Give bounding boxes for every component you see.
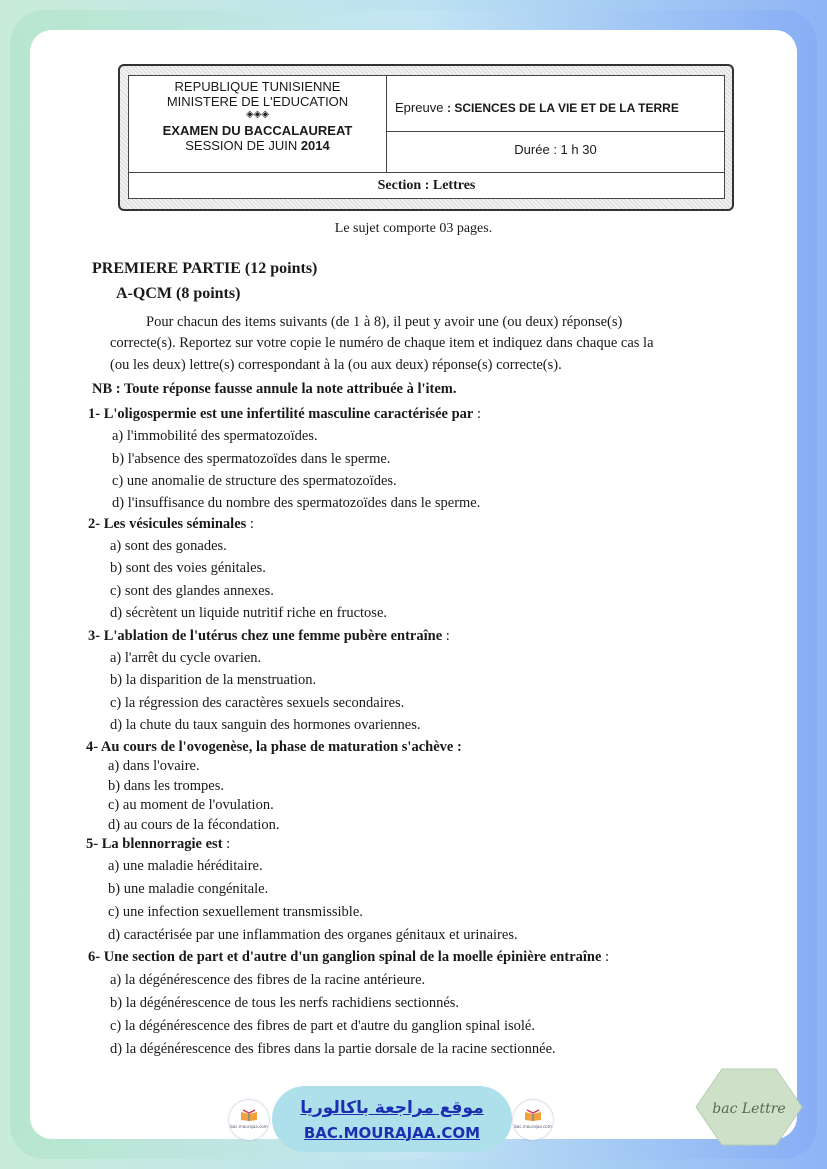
question-colon: :: [473, 406, 482, 422]
part-title: PREMIERE PARTIE (12 points): [92, 260, 318, 277]
question-colon: :: [246, 516, 254, 532]
answer-option: b) l'absence des spermatozoïdes dans le sperme.: [112, 451, 391, 467]
answer-option: b) dans les trompes.: [108, 778, 224, 794]
question-5: [86, 835, 230, 853]
epreuve-label: Epreuve: [395, 100, 444, 115]
answer-option: a) dans l'ovaire.: [108, 758, 200, 774]
answer-option: d) sécrètent un liquide nutritif riche en fructose.: [110, 605, 388, 621]
answer-option: b) la disparition de la menstruation.: [110, 672, 317, 688]
question-colon: :: [442, 628, 450, 644]
exam-header: [118, 64, 734, 211]
question-text: 3- L'ablation de l'utérus chez une femme pubère entraîne: [88, 628, 443, 644]
site-logo-right[interactable]: [513, 1100, 553, 1140]
logo-caption: bac.mourajaa.com: [514, 1124, 552, 1129]
header-divider: [387, 131, 724, 132]
duration: Durée : 1 h 30: [514, 142, 597, 157]
instruction-line: (ou les deux) lettre(s) correspondant à la (ou aux deux) réponse(s) correcte(s).: [110, 357, 562, 373]
answer-option: d) la dégénérescence des fibres dans la partie dorsale de la racine sectionnée.: [110, 1041, 556, 1057]
bac-lettre-badge: [694, 1067, 804, 1147]
site-name-arabic[interactable]: موقع مراجعة باكالوريا: [300, 1098, 484, 1118]
answer-option: d) l'insuffisance du nombre des spermatozoïdes dans le sperme.: [112, 495, 481, 511]
question-colon: :: [222, 836, 231, 852]
book-icon: [524, 1109, 542, 1121]
epreuve-line: [395, 100, 679, 115]
answer-option: a) la dégénérescence des fibres de la racine antérieure.: [110, 972, 426, 988]
book-icon: [240, 1109, 258, 1121]
country-name: REPUBLIQUE TUNISIENNE: [174, 79, 341, 94]
answer-option: b) une maladie congénitale.: [108, 881, 269, 897]
question-text: 4- Au cours de l'ovogenèse, la phase de maturation s'achève :: [86, 739, 462, 755]
question-6: [88, 948, 609, 966]
site-banner[interactable]: [272, 1086, 512, 1152]
question-4: [86, 738, 462, 756]
question-text: 5- La blennorragie est: [86, 836, 223, 852]
instruction-line: Pour chacun des items suivants (de 1 à 8), il peut y avoir une (ou deux) réponse(s): [146, 314, 623, 330]
question-1: [88, 405, 481, 423]
header-institution: [129, 76, 387, 172]
answer-option: c) sont des glandes annexes.: [110, 583, 274, 599]
question-text: 2- Les vésicules séminales: [88, 516, 247, 532]
site-logo-left[interactable]: [229, 1100, 269, 1140]
question-text: 1- L'oligospermie est une infertilité masculine caractérisée par: [88, 406, 474, 422]
answer-option: a) l'arrêt du cycle ovarien.: [110, 650, 262, 666]
pages-note: Le sujet comporte 03 pages.: [334, 221, 493, 236]
answer-option: c) au moment de l'ovulation.: [108, 797, 274, 813]
answer-option: c) la régression des caractères sexuels secondaires.: [110, 695, 405, 711]
qcm-title: A-QCM (8 points): [116, 285, 241, 302]
exam-header-inner: [128, 75, 725, 199]
answer-option: a) l'immobilité des spermatozoïdes.: [112, 428, 318, 444]
answer-option: d) caractérisée par une inflammation des organes génitaux et urinaires.: [108, 927, 518, 943]
session-label: SESSION DE JUIN: [185, 138, 298, 153]
question-text: 6- Une section de part et d'autre d'un ganglion spinal de la moelle épinière entraîne: [88, 949, 602, 965]
answer-option: b) la dégénérescence de tous les nerfs rachidiens sectionnés.: [110, 995, 460, 1011]
answer-option: c) une infection sexuellement transmissible.: [108, 904, 363, 920]
answer-option: c) une anomalie de structure des spermatozoïdes.: [112, 473, 397, 489]
question-3: [88, 627, 450, 645]
section-label: Section : Lettres: [129, 172, 724, 199]
site-url-link[interactable]: BAC.MOURAJAA.COM: [303, 1124, 481, 1142]
answer-option: a) une maladie héréditaire.: [108, 858, 263, 874]
answer-option: a) sont des gonades.: [110, 538, 227, 554]
answer-option: c) la dégénérescence des fibres de part et d'autre du ganglion spinal isolé.: [110, 1018, 535, 1034]
logo-caption: bac.mourajaa.com: [230, 1124, 268, 1129]
ministry-name: MINISTERE DE L'EDUCATION: [166, 94, 349, 109]
answer-option: d) la chute du taux sanguin des hormones ovariennes.: [110, 717, 421, 733]
ornament: ◈◈◈: [245, 109, 270, 120]
header-subject: [387, 76, 724, 172]
session-line: [129, 138, 386, 153]
answer-option: b) sont des voies génitales.: [110, 560, 266, 576]
exam-name: EXAMEN DU BACCALAUREAT: [162, 123, 353, 138]
badge-text: bac Lettre: [712, 1101, 786, 1117]
question-2: [88, 515, 254, 533]
question-colon: :: [601, 949, 610, 965]
nb-note: NB : Toute réponse fausse annule la note attribuée à l'item.: [92, 381, 457, 397]
session-year: 2014: [300, 138, 330, 153]
answer-option: d) au cours de la fécondation.: [108, 817, 280, 833]
epreuve-value: : SCIENCES DE LA VIE ET DE LA TERRE: [447, 101, 679, 115]
instruction-line: correcte(s). Reportez sur votre copie le numéro de chaque item et indiquez dans chaque cas la: [110, 335, 654, 351]
